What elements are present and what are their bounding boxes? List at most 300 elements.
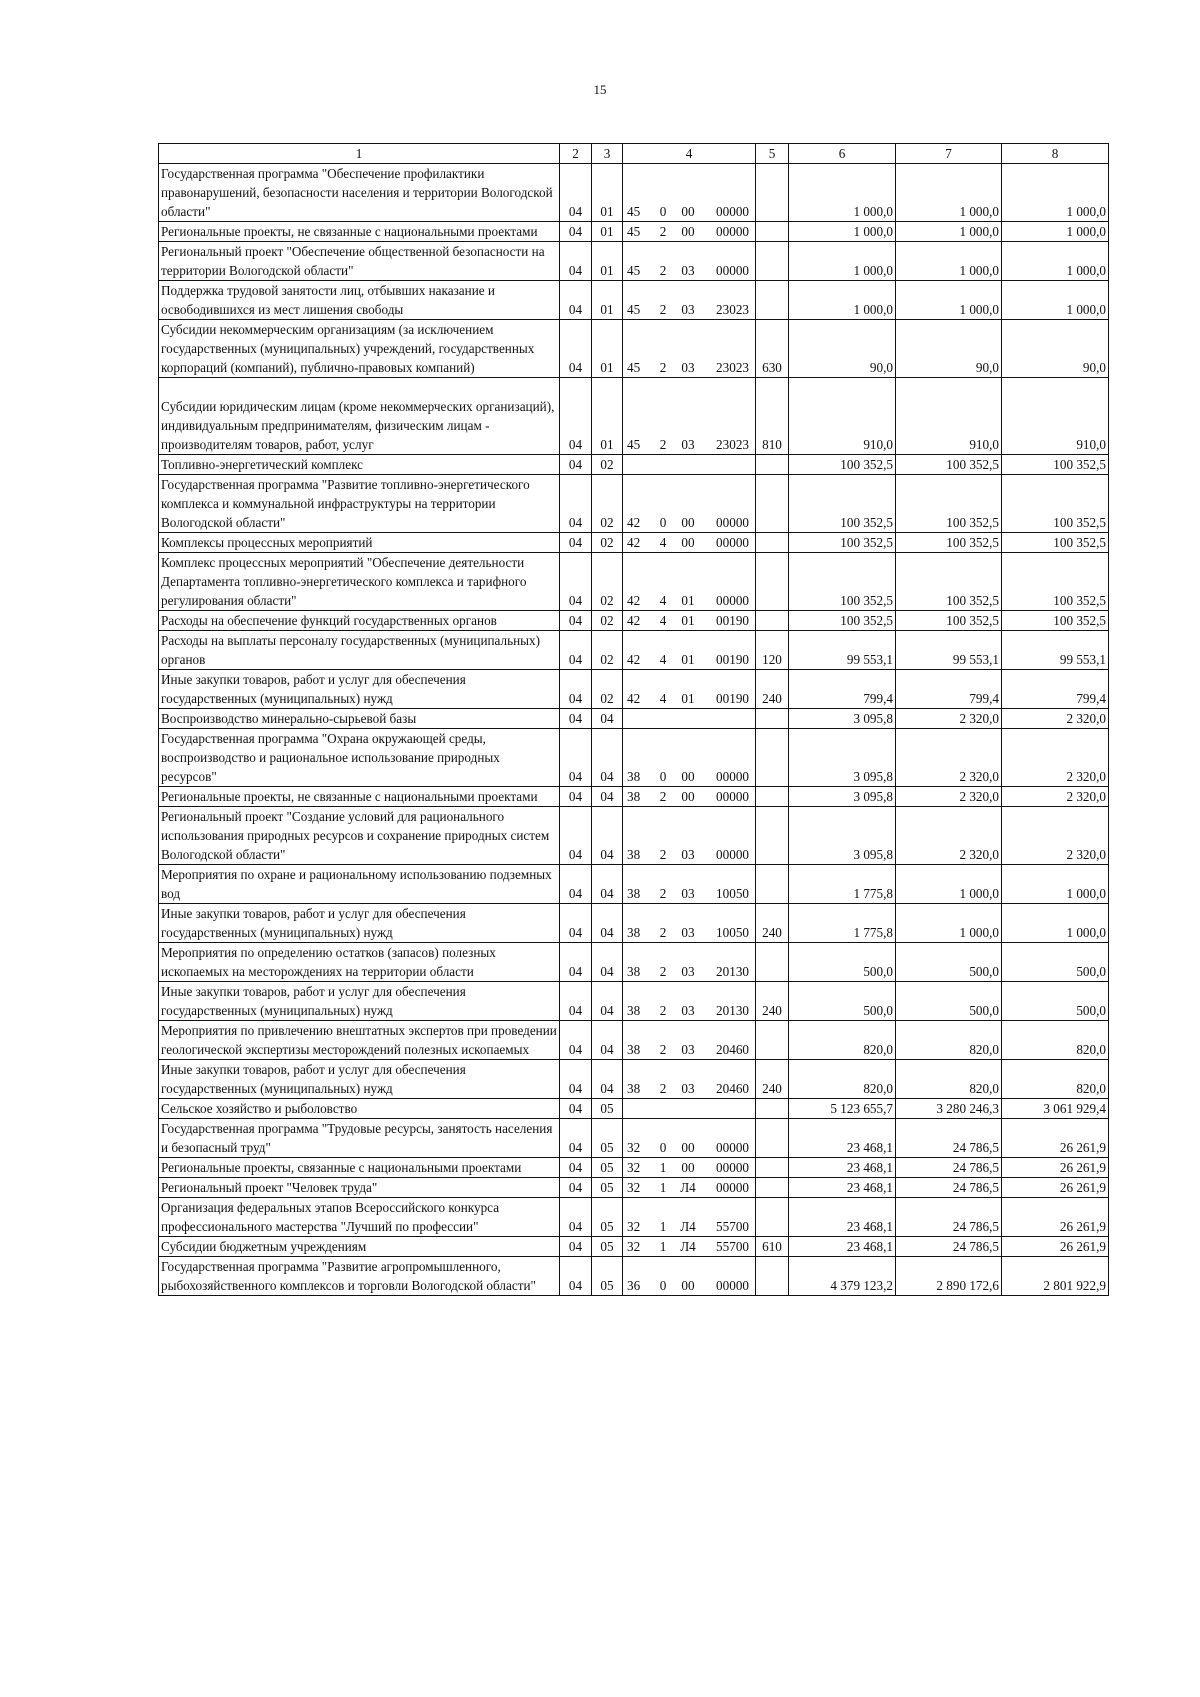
col-amount-year1: 1 000,0 xyxy=(789,242,896,281)
subprogram-code: 0 xyxy=(659,769,667,784)
direction-code: 00190 xyxy=(716,691,749,706)
col-target-article xyxy=(623,222,756,242)
row-name: Поддержка трудовой занятости лиц, отбывших наказание и освободившихся из мест лишения свободы xyxy=(159,281,560,320)
col-expense-type: 810 xyxy=(756,378,789,455)
col-amount-year1: 500,0 xyxy=(789,982,896,1021)
col-amount-year2: 3 280 246,3 xyxy=(896,1099,1002,1119)
col-subsection: 05 xyxy=(592,1099,623,1119)
col-amount-year1: 910,0 xyxy=(789,378,896,455)
col-amount-year3: 100 352,5 xyxy=(1002,533,1109,553)
subprogram-code: 2 xyxy=(659,886,667,901)
event-code: 03 xyxy=(681,437,695,452)
col-target-article xyxy=(623,807,756,865)
target-article-code xyxy=(625,1001,753,1020)
col-amount-year3: 820,0 xyxy=(1002,1021,1109,1060)
target-article-code xyxy=(625,261,753,280)
col-subsection: 05 xyxy=(592,1119,623,1158)
event-code: 01 xyxy=(681,691,695,706)
col-amount-year1: 1 775,8 xyxy=(789,865,896,904)
col-amount-year3: 100 352,5 xyxy=(1002,455,1109,475)
col-expense-type: 240 xyxy=(756,670,789,709)
row-name: Мероприятия по охране и рациональному использованию подземных вод xyxy=(159,865,560,904)
col-target-article xyxy=(623,1158,756,1178)
table-row xyxy=(159,904,1109,943)
row-name: Региональный проект "Обеспечение общественной безопасности на территории Вологодской области" xyxy=(159,242,560,281)
event-code: 00 xyxy=(681,224,695,239)
col-section: 04 xyxy=(560,164,592,222)
program-code: 42 xyxy=(627,593,641,608)
event-code: 00 xyxy=(681,535,695,550)
direction-code: 00000 xyxy=(716,515,749,530)
col-amount-year2: 1 000,0 xyxy=(896,904,1002,943)
col-section: 04 xyxy=(560,787,592,807)
col-amount-year2: 90,0 xyxy=(896,320,1002,378)
col-target-article xyxy=(623,865,756,904)
target-article-code xyxy=(625,767,753,786)
col-amount-year3: 26 261,9 xyxy=(1002,1237,1109,1257)
event-code: 00 xyxy=(681,789,695,804)
col-subsection: 04 xyxy=(592,865,623,904)
row-name: Организация федеральных этапов Всероссийского конкурса профессионального мастерства "Лучший по профессии" xyxy=(159,1198,560,1237)
col-subsection: 02 xyxy=(592,455,623,475)
target-article-code xyxy=(625,650,753,669)
program-code: 38 xyxy=(627,964,641,979)
event-code: Л4 xyxy=(680,1180,696,1195)
col-amount-year3: 799,4 xyxy=(1002,670,1109,709)
target-article-code xyxy=(625,1138,753,1157)
subprogram-code: 0 xyxy=(659,515,667,530)
direction-code: 00190 xyxy=(716,652,749,667)
col-expense-type xyxy=(756,1119,789,1158)
col-section: 04 xyxy=(560,242,592,281)
table-row xyxy=(159,1158,1109,1178)
direction-code: 00000 xyxy=(716,1278,749,1293)
col-amount-year1: 23 468,1 xyxy=(789,1198,896,1237)
col-section: 04 xyxy=(560,320,592,378)
table-row xyxy=(159,1257,1109,1296)
col-subsection: 02 xyxy=(592,475,623,533)
row-name: Иные закупки товаров, работ и услуг для обеспечения государственных (муниципальных) нужд xyxy=(159,1060,560,1099)
table-row xyxy=(159,378,1109,455)
table-row xyxy=(159,320,1109,378)
event-code: 03 xyxy=(681,847,695,862)
col-section: 04 xyxy=(560,1119,592,1158)
program-code: 42 xyxy=(627,652,641,667)
program-code: 38 xyxy=(627,886,641,901)
col-expense-type xyxy=(756,281,789,320)
target-article-code xyxy=(625,689,753,708)
col-subsection: 04 xyxy=(592,709,623,729)
col-amount-year2: 99 553,1 xyxy=(896,631,1002,670)
row-name: Региональные проекты, не связанные с национальными проектами xyxy=(159,222,560,242)
program-code: 36 xyxy=(627,1278,641,1293)
col-amount-year1: 23 468,1 xyxy=(789,1178,896,1198)
table-row xyxy=(159,455,1109,475)
col-target-article xyxy=(623,455,756,475)
col-target-article xyxy=(623,320,756,378)
direction-code: 55700 xyxy=(716,1219,749,1234)
col-amount-year1: 100 352,5 xyxy=(789,553,896,611)
row-name: Субсидии бюджетным учреждениям xyxy=(159,1237,560,1257)
col-amount-year1: 100 352,5 xyxy=(789,455,896,475)
col-amount-year3: 1 000,0 xyxy=(1002,222,1109,242)
direction-code: 23023 xyxy=(716,302,749,317)
table-row xyxy=(159,865,1109,904)
header-col-1: 1 xyxy=(159,144,560,164)
table-row xyxy=(159,787,1109,807)
col-target-article xyxy=(623,553,756,611)
col-amount-year3: 500,0 xyxy=(1002,943,1109,982)
event-code: 01 xyxy=(681,652,695,667)
subprogram-code: 2 xyxy=(659,224,667,239)
header-col-3: 3 xyxy=(592,144,623,164)
header-col-7: 7 xyxy=(896,144,1002,164)
col-subsection: 02 xyxy=(592,670,623,709)
subprogram-code: 1 xyxy=(659,1160,667,1175)
event-code: 00 xyxy=(681,769,695,784)
subprogram-code: 2 xyxy=(659,1042,667,1057)
col-section: 04 xyxy=(560,553,592,611)
col-expense-type xyxy=(756,729,789,787)
row-name: Региональный проект "Создание условий для рационального использования природных ресурсов и сохранение природных систем Вологодской области" xyxy=(159,807,560,865)
col-amount-year3: 1 000,0 xyxy=(1002,164,1109,222)
event-code: 03 xyxy=(681,964,695,979)
col-amount-year1: 4 379 123,2 xyxy=(789,1257,896,1296)
col-section: 04 xyxy=(560,533,592,553)
col-amount-year2: 1 000,0 xyxy=(896,242,1002,281)
col-amount-year3: 2 320,0 xyxy=(1002,807,1109,865)
header-col-4: 4 xyxy=(623,144,756,164)
target-article-code xyxy=(625,1079,753,1098)
col-section: 04 xyxy=(560,611,592,631)
col-section: 04 xyxy=(560,1237,592,1257)
col-amount-year1: 100 352,5 xyxy=(789,611,896,631)
direction-code: 00000 xyxy=(716,1160,749,1175)
program-code: 32 xyxy=(627,1140,641,1155)
col-amount-year3: 100 352,5 xyxy=(1002,611,1109,631)
subprogram-code: 2 xyxy=(659,302,667,317)
row-name: Иные закупки товаров, работ и услуг для обеспечения государственных (муниципальных) нужд xyxy=(159,982,560,1021)
col-expense-type xyxy=(756,787,789,807)
row-name: Субсидии юридическим лицам (кроме некоммерческих организаций), индивидуальным предпринимателям, физическим лицам - производителям товаров, работ, услуг xyxy=(159,378,560,455)
col-section: 04 xyxy=(560,709,592,729)
target-article-code xyxy=(625,1158,753,1177)
program-code: 42 xyxy=(627,515,641,530)
col-expense-type xyxy=(756,1099,789,1119)
col-expense-type xyxy=(756,1158,789,1178)
col-section: 04 xyxy=(560,1158,592,1178)
target-article-code xyxy=(625,884,753,903)
col-expense-type xyxy=(756,475,789,533)
subprogram-code: 2 xyxy=(659,925,667,940)
program-code: 42 xyxy=(627,535,641,550)
col-expense-type xyxy=(756,611,789,631)
direction-code: 00000 xyxy=(716,263,749,278)
col-subsection: 02 xyxy=(592,553,623,611)
col-subsection: 04 xyxy=(592,943,623,982)
col-amount-year2: 2 890 172,6 xyxy=(896,1257,1002,1296)
table-row xyxy=(159,1119,1109,1158)
row-name: Мероприятия по определению остатков (запасов) полезных ископаемых на месторождениях на территории области xyxy=(159,943,560,982)
subprogram-code: 4 xyxy=(659,652,667,667)
col-amount-year3: 1 000,0 xyxy=(1002,242,1109,281)
table-row xyxy=(159,553,1109,611)
direction-code: 00000 xyxy=(716,204,749,219)
col-section: 04 xyxy=(560,281,592,320)
subprogram-code: 0 xyxy=(659,1140,667,1155)
subprogram-code: 2 xyxy=(659,360,667,375)
col-amount-year1: 100 352,5 xyxy=(789,533,896,553)
col-expense-type xyxy=(756,943,789,982)
direction-code: 20460 xyxy=(716,1042,749,1057)
col-target-article xyxy=(623,533,756,553)
header-col-5: 5 xyxy=(756,144,789,164)
subprogram-code: 1 xyxy=(659,1180,667,1195)
target-article-code xyxy=(625,202,753,221)
program-code: 38 xyxy=(627,789,641,804)
row-name: Государственная программа "Охрана окружающей среды, воспроизводство и рациональное использование природных ресурсов" xyxy=(159,729,560,787)
col-section: 04 xyxy=(560,1198,592,1237)
row-name: Иные закупки товаров, работ и услуг для обеспечения государственных (муниципальных) нужд xyxy=(159,904,560,943)
col-amount-year3: 26 261,9 xyxy=(1002,1158,1109,1178)
col-amount-year2: 24 786,5 xyxy=(896,1119,1002,1158)
direction-code: 00000 xyxy=(716,224,749,239)
col-amount-year3: 26 261,9 xyxy=(1002,1119,1109,1158)
col-amount-year1: 799,4 xyxy=(789,670,896,709)
budget-table-container xyxy=(158,143,1108,1296)
program-code: 38 xyxy=(627,847,641,862)
table-row xyxy=(159,670,1109,709)
col-amount-year1: 3 095,8 xyxy=(789,787,896,807)
row-name: Государственная программа "Развитие топливно-энергетического комплекса и коммунальной инфраструктуры на территории Вологодской области" xyxy=(159,475,560,533)
col-section: 04 xyxy=(560,1060,592,1099)
col-target-article xyxy=(623,982,756,1021)
subprogram-code: 2 xyxy=(659,1003,667,1018)
program-code: 42 xyxy=(627,613,641,628)
col-amount-year3: 1 000,0 xyxy=(1002,865,1109,904)
col-target-article xyxy=(623,242,756,281)
program-code: 38 xyxy=(627,1003,641,1018)
target-article-code xyxy=(625,533,753,552)
col-subsection: 04 xyxy=(592,982,623,1021)
direction-code: 00000 xyxy=(716,535,749,550)
target-article-code xyxy=(625,1237,753,1256)
col-target-article xyxy=(623,378,756,455)
col-amount-year1: 1 000,0 xyxy=(789,164,896,222)
target-article-code xyxy=(625,300,753,319)
col-expense-type: 240 xyxy=(756,982,789,1021)
col-amount-year1: 500,0 xyxy=(789,943,896,982)
target-article-code xyxy=(625,611,753,630)
col-expense-type: 240 xyxy=(756,904,789,943)
col-section: 04 xyxy=(560,475,592,533)
subprogram-code: 2 xyxy=(659,437,667,452)
subprogram-code: 0 xyxy=(659,1278,667,1293)
program-code: 32 xyxy=(627,1180,641,1195)
table-row xyxy=(159,631,1109,670)
table-row xyxy=(159,281,1109,320)
col-amount-year3: 2 801 922,9 xyxy=(1002,1257,1109,1296)
table-row xyxy=(159,1198,1109,1237)
col-target-article xyxy=(623,475,756,533)
col-expense-type xyxy=(756,865,789,904)
program-code: 45 xyxy=(627,204,641,219)
col-amount-year1: 3 095,8 xyxy=(789,807,896,865)
col-amount-year2: 2 320,0 xyxy=(896,729,1002,787)
col-amount-year2: 500,0 xyxy=(896,943,1002,982)
col-expense-type xyxy=(756,807,789,865)
subprogram-code: 0 xyxy=(659,204,667,219)
table-row xyxy=(159,533,1109,553)
table-row xyxy=(159,982,1109,1021)
program-code: 45 xyxy=(627,302,641,317)
col-amount-year2: 24 786,5 xyxy=(896,1158,1002,1178)
col-subsection: 01 xyxy=(592,378,623,455)
budget-table xyxy=(158,143,1109,1296)
program-code: 38 xyxy=(627,769,641,784)
subprogram-code: 4 xyxy=(659,535,667,550)
col-expense-type xyxy=(756,455,789,475)
col-amount-year2: 1 000,0 xyxy=(896,222,1002,242)
col-section: 04 xyxy=(560,455,592,475)
target-article-code xyxy=(625,222,753,241)
row-name: Расходы на выплаты персоналу государственных (муниципальных) органов xyxy=(159,631,560,670)
col-subsection: 05 xyxy=(592,1158,623,1178)
target-article-code xyxy=(625,923,753,942)
col-target-article xyxy=(623,631,756,670)
col-amount-year2: 24 786,5 xyxy=(896,1237,1002,1257)
subprogram-code: 2 xyxy=(659,263,667,278)
program-code: 32 xyxy=(627,1239,641,1254)
table-row xyxy=(159,164,1109,222)
direction-code: 00000 xyxy=(716,789,749,804)
row-name: Государственная программа "Трудовые ресурсы, занятость населения и безопасный труд" xyxy=(159,1119,560,1158)
col-amount-year1: 100 352,5 xyxy=(789,475,896,533)
event-code: 01 xyxy=(681,613,695,628)
event-code: 03 xyxy=(681,263,695,278)
subprogram-code: 4 xyxy=(659,691,667,706)
col-amount-year3: 910,0 xyxy=(1002,378,1109,455)
event-code: Л4 xyxy=(680,1239,696,1254)
col-section: 04 xyxy=(560,807,592,865)
row-name: Мероприятия по привлечению внештатных экспертов при проведении геологической экспертизы месторождений полезных ископаемых xyxy=(159,1021,560,1060)
row-name: Региональные проекты, связанные с национальными проектами xyxy=(159,1158,560,1178)
col-target-article xyxy=(623,709,756,729)
col-amount-year3: 1 000,0 xyxy=(1002,281,1109,320)
col-subsection: 05 xyxy=(592,1198,623,1237)
col-expense-type: 120 xyxy=(756,631,789,670)
direction-code: 00000 xyxy=(716,1180,749,1195)
col-expense-type xyxy=(756,1257,789,1296)
col-amount-year3: 100 352,5 xyxy=(1002,553,1109,611)
row-name: Комплекс процессных мероприятий "Обеспечение деятельности Департамента топливно-энергетического комплекса и тарифного регулирования области" xyxy=(159,553,560,611)
col-target-article xyxy=(623,1237,756,1257)
event-code: 03 xyxy=(681,360,695,375)
col-amount-year3: 500,0 xyxy=(1002,982,1109,1021)
row-name: Топливно-энергетический комплекс xyxy=(159,455,560,475)
col-expense-type: 610 xyxy=(756,1237,789,1257)
event-code: 00 xyxy=(681,1160,695,1175)
subprogram-code: 4 xyxy=(659,613,667,628)
col-target-article xyxy=(623,670,756,709)
col-amount-year2: 820,0 xyxy=(896,1060,1002,1099)
subprogram-code: 1 xyxy=(659,1219,667,1234)
target-article-code xyxy=(625,962,753,981)
col-target-article xyxy=(623,1257,756,1296)
col-expense-type xyxy=(756,1021,789,1060)
program-code: 38 xyxy=(627,925,641,940)
row-name: Государственная программа "Обеспечение профилактики правонарушений, безопасности населения и территории Вологодской области" xyxy=(159,164,560,222)
header-col-2: 2 xyxy=(560,144,592,164)
col-amount-year3: 90,0 xyxy=(1002,320,1109,378)
col-subsection: 04 xyxy=(592,904,623,943)
table-row xyxy=(159,807,1109,865)
event-code: 00 xyxy=(681,204,695,219)
col-amount-year3: 26 261,9 xyxy=(1002,1198,1109,1237)
direction-code: 10050 xyxy=(716,886,749,901)
program-code: 45 xyxy=(627,437,641,452)
col-amount-year2: 100 352,5 xyxy=(896,533,1002,553)
row-name: Иные закупки товаров, работ и услуг для обеспечения государственных (муниципальных) нужд xyxy=(159,670,560,709)
col-amount-year3: 26 261,9 xyxy=(1002,1178,1109,1198)
event-code: Л4 xyxy=(680,1219,696,1234)
col-amount-year2: 1 000,0 xyxy=(896,164,1002,222)
col-subsection: 02 xyxy=(592,533,623,553)
row-name: Комплексы процессных мероприятий xyxy=(159,533,560,553)
col-amount-year2: 24 786,5 xyxy=(896,1178,1002,1198)
col-target-article xyxy=(623,943,756,982)
direction-code: 00000 xyxy=(716,847,749,862)
col-amount-year3: 1 000,0 xyxy=(1002,904,1109,943)
event-code: 03 xyxy=(681,302,695,317)
page-number: 15 xyxy=(593,82,607,97)
col-subsection: 01 xyxy=(592,222,623,242)
col-expense-type xyxy=(756,1198,789,1237)
col-section: 04 xyxy=(560,1099,592,1119)
event-code: 01 xyxy=(681,593,695,608)
col-subsection: 04 xyxy=(592,807,623,865)
subprogram-code: 2 xyxy=(659,789,667,804)
col-target-article xyxy=(623,1178,756,1198)
direction-code: 20460 xyxy=(716,1081,749,1096)
col-amount-year3: 99 553,1 xyxy=(1002,631,1109,670)
col-amount-year2: 100 352,5 xyxy=(896,475,1002,533)
table-row xyxy=(159,611,1109,631)
subprogram-code: 2 xyxy=(659,847,667,862)
col-amount-year2: 1 000,0 xyxy=(896,865,1002,904)
event-code: 00 xyxy=(681,1140,695,1155)
table-row xyxy=(159,1021,1109,1060)
col-amount-year1: 820,0 xyxy=(789,1021,896,1060)
col-subsection: 02 xyxy=(592,631,623,670)
col-subsection: 04 xyxy=(592,729,623,787)
row-name: Воспроизводство минерально-сырьевой базы xyxy=(159,709,560,729)
target-article-code xyxy=(625,435,753,454)
col-target-article xyxy=(623,904,756,943)
direction-code: 00000 xyxy=(716,1140,749,1155)
col-target-article xyxy=(623,729,756,787)
col-target-article xyxy=(623,787,756,807)
col-expense-type xyxy=(756,553,789,611)
event-code: 03 xyxy=(681,886,695,901)
col-amount-year1: 1 775,8 xyxy=(789,904,896,943)
col-target-article xyxy=(623,1198,756,1237)
col-amount-year2: 2 320,0 xyxy=(896,709,1002,729)
event-code: 00 xyxy=(681,515,695,530)
col-subsection: 04 xyxy=(592,787,623,807)
row-name: Сельское хозяйство и рыболовство xyxy=(159,1099,560,1119)
table-header-row xyxy=(159,144,1109,164)
